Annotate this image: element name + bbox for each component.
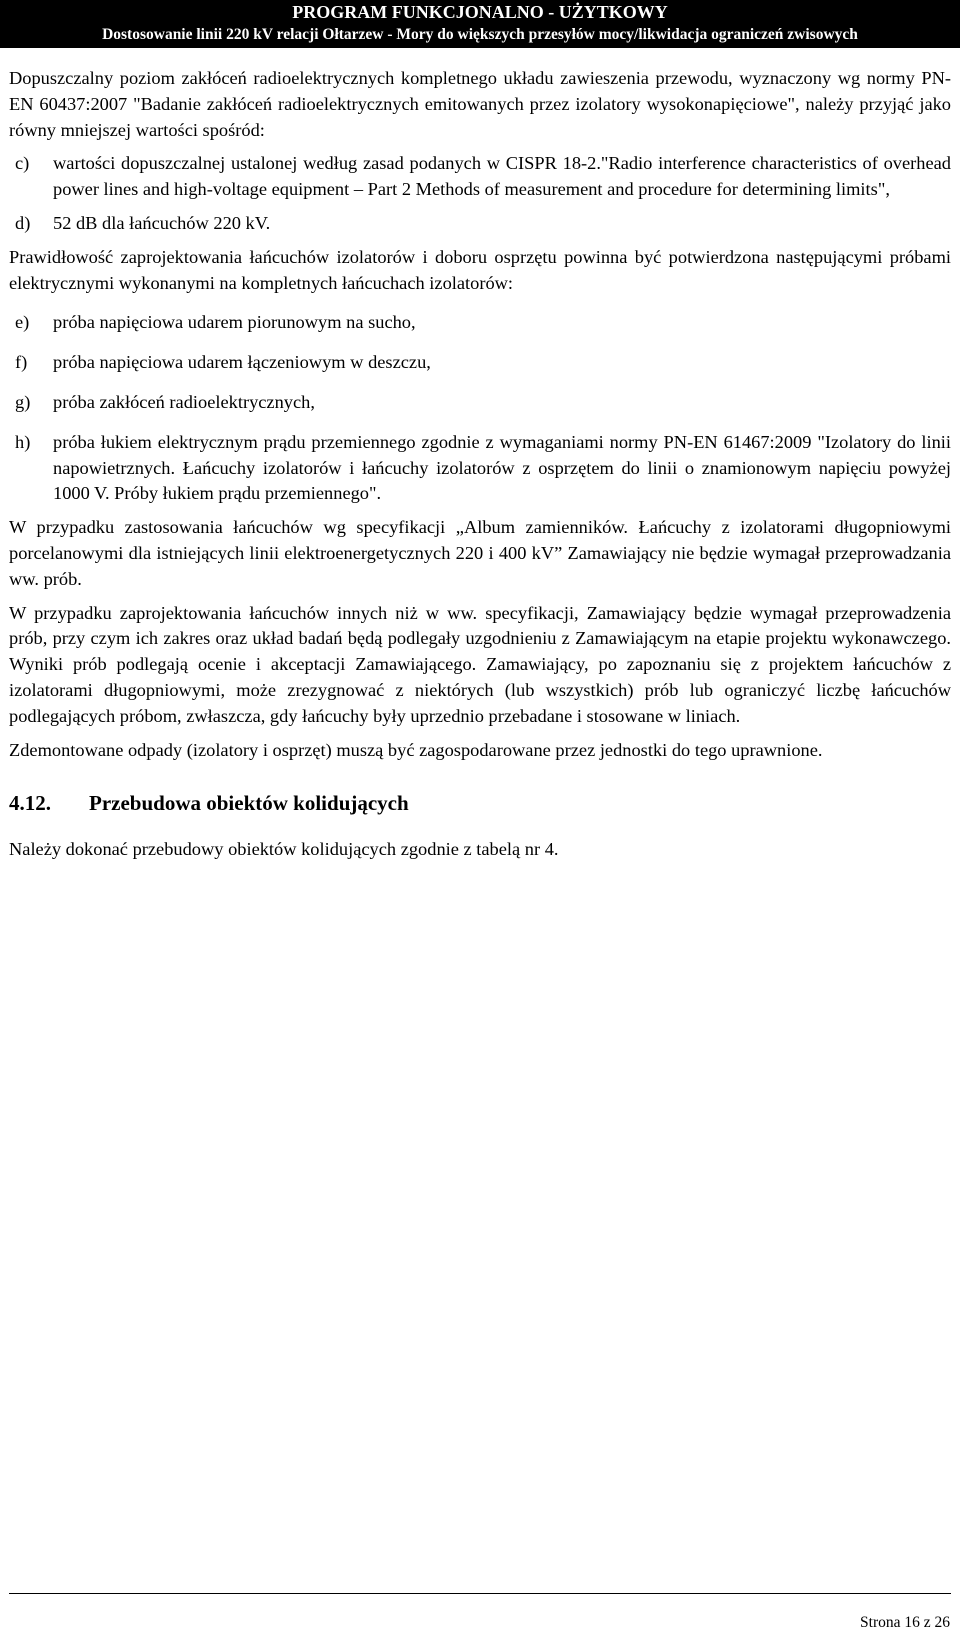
list-item [9,350,951,376]
list-item-label: d) [15,212,31,233]
section-title: Przebudowa obiektów kolidujących [89,791,409,816]
paragraph-interference-limit: Dopuszczalny poziom zakłóceń radioelektrycznych kompletnego układu zawieszenia przewodu, wyznaczony wg normy PN-EN 60437:2007 "Badanie zakłóceń radioelektrycznych emitowanych przez izolatory wysokonapięciowe", należy przyjąć jako równy mniejszej wartości spośród: [9,68,951,140]
document-body [9,66,951,871]
footer-divider [9,1593,951,1594]
header-title: PROGRAM FUNKCJONALNO - UŻYTKOWY [292,2,668,22]
list-item [9,211,951,237]
list-item-label: f) [15,352,28,373]
list-item-label: h) [15,431,31,452]
section-heading [9,791,951,817]
list-item [9,310,951,336]
list-item-label: c) [15,153,30,174]
page-number: Strona 16 z 26 [860,1614,950,1631]
header-subtitle: Dostosowanie linii 220 kV relacji Ołtarzew - Mory do większych przesyłów mocy/likwidacja ograniczeń zwisowych [102,26,858,43]
list-item-text: 52 dB dla łańcuchów 220 kV. [53,212,271,233]
section-number: 4.12. [9,791,51,816]
list-item-text: próba łukiem elektrycznym prądu przemiennego zgodnie z wymaganiami normy PN-EN 61467:2009 "Izolatory do linii napowietrznych. Łańcuchy izolatorów i łańcuchy izolatorów z osprzętem do linii o znamionowym napięciu powyżej 1000 V. Próby łukiem prądu przemiennego". [53,431,951,504]
paragraph-other-chains: W przypadku zaprojektowania łańcuchów innych niż w ww. specyfikacji, Zamawiający będzie wymagał przeprowadzenia prób, przy czym ich zakres oraz układ badań będą podlegały uzgodnieniu z Zamawiającym na etapie projektu wykonawczego. Wyniki prób podlegają ocenie i akceptacji Zamawiającego. Zamawiający, po zapoznaniu się z projektem łańcuchów z izolatorami długopniowymi, może zrezygnować z niektórych (lub wszystkich) prób lub ograniczyć liczbę łańcuchów podlegających próbom, zwłaszcza, gdy łańcuchy były uprzednio przebadane i stosowane w liniach. [9,602,951,726]
paragraph-album: W przypadku zastosowania łańcuchów wg specyfikacji „Album zamienników. Łańcuchy z izolatorami długopniowymi porcelanowymi dla istniejących linii elektroenergetycznych 220 i 400 kV” Zamawiający nie będzie wymagał przeprowadzania ww. prób. [9,517,951,589]
list-item-text: próba zakłóceń radioelektrycznych, [53,391,315,412]
list-item [9,430,951,507]
list-item-text: próba napięciowa udarem piorunowym na sucho, [53,312,416,333]
list-item-text: próba napięciowa udarem łączeniowym w deszczu, [53,352,431,373]
list-item-label: g) [15,391,31,412]
paragraph-tests-intro: Prawidłowość zaprojektowania łańcuchów izolatorów i doboru osprzętu powinna być potwierdzona następującymi próbami elektrycznymi wykonanymi na kompletnych łańcuchach izolatorów: [9,246,951,293]
list-item [9,151,951,203]
list-item-text: wartości dopuszczalnej ustalonej według zasad podanych w CISPR 18-2."Radio interference characteristics of overhead power lines and high-voltage equipment – Part 2 Methods of measurement and procedure for determining limits", [53,153,951,200]
paragraph-rebuild: Należy dokonać przebudowy obiektów kolidujących zgodnie z tabelą nr 4. [9,839,559,860]
document-header [0,0,960,48]
list-item [9,390,951,416]
list-item-label: e) [15,312,30,333]
paragraph-waste: Zdemontowane odpady (izolatory i osprzęt) muszą być zagospodarowane przez jednostki do tego uprawnione. [9,739,823,760]
